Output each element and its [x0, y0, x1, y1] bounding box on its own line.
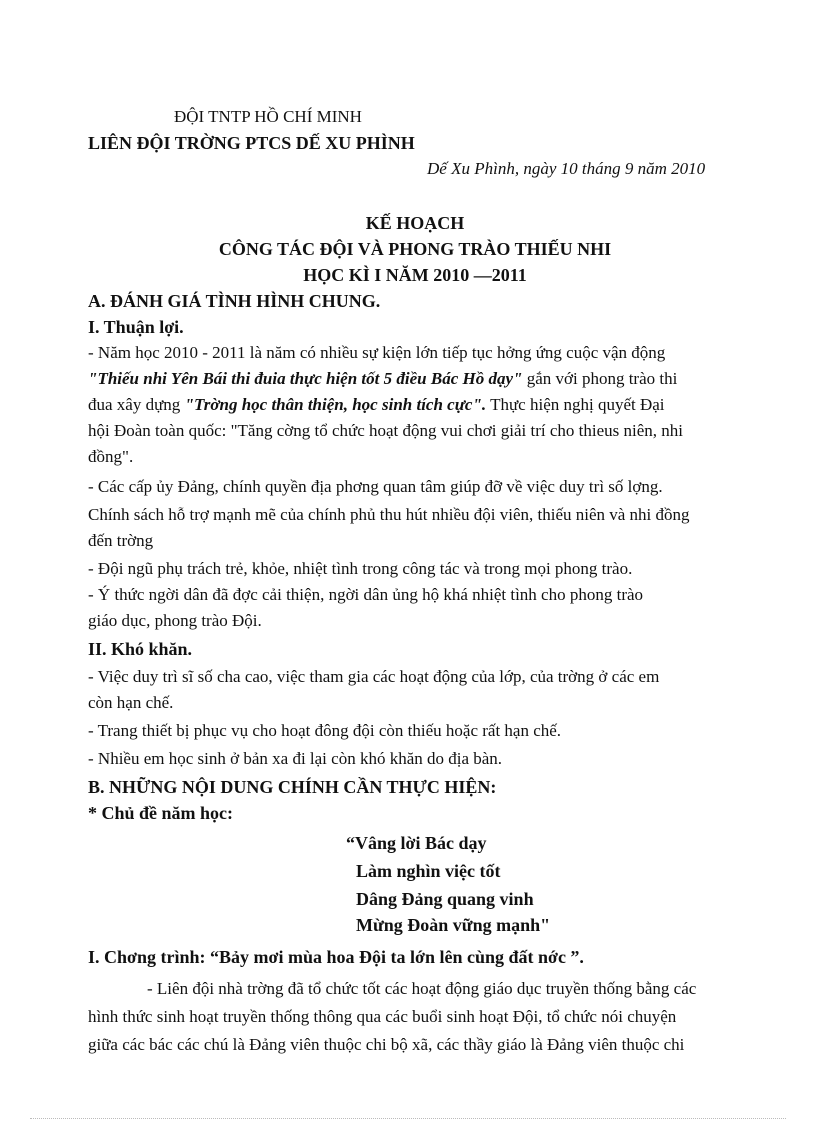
program-heading: I. Chơng trình: “Bảy mơi mùa hoa Đội ta lớn lên cùng đất nớc ”.: [88, 947, 584, 967]
campaign-name: "Thiếu nhi Yên Bái thi đuia thực hiện tốt 5 điều Bác Hồ dạy": [88, 369, 523, 388]
page-bottom-divider: [30, 1118, 786, 1119]
paragraph-line: Chính sách hỗ trợ mạnh mẽ của chính phủ thu hút nhiều đội viên, thiếu niên và nhi đồng: [88, 505, 690, 524]
paragraph-line: đồng".: [88, 447, 134, 466]
theme-line-3: Dâng Đảng quang vinh: [356, 889, 534, 909]
paragraph-line: còn hạn chế.: [88, 693, 174, 712]
paragraph-line: - Nhiều em học sinh ở bản xa đi lại còn khó khăn do địa bàn.: [88, 749, 503, 768]
paragraph-line: - Các cấp ủy Đảng, chính quyền địa phơng quan tâm giúp đỡ về việc duy trì số lợng.: [88, 477, 663, 496]
org-line-2: LIÊN ĐỘI TRỜNG PTCS DẾ XU PHÌNH: [88, 133, 415, 153]
paragraph-text: Thực hiện nghị quyết Đại: [486, 395, 665, 414]
theme-line-1: “Vâng lời Bác dạy: [346, 833, 487, 853]
org-line-1: ĐỘI TNTP HỒ CHÍ MINH: [174, 107, 362, 126]
paragraph-line: - Liên đội nhà trờng đã tổ chức tốt các hoạt động giáo dục truyền thống bằng các: [147, 979, 697, 998]
document-date: Dế Xu Phình, ngày 10 tháng 9 năm 2010: [427, 159, 706, 178]
doc-title-1: KẾ HOẠCH: [365, 213, 465, 233]
movement-name: "Trờng học thân thiện, học sinh tích cực".: [184, 395, 487, 414]
doc-title-3: HỌC KÌ I NĂM 2010 —2011: [303, 265, 527, 285]
paragraph-line: [88, 368, 677, 390]
paragraph-line: giữa các bác các chú là Đảng viên thuộc chi bộ xã, các thầy giáo là Đảng viên thuộc chi: [88, 1035, 685, 1054]
paragraph-line: - Đội ngũ phụ trách trẻ, khỏe, nhiệt tình trong công tác và trong mọi phong trào.: [88, 559, 633, 578]
paragraph-line: [88, 394, 665, 416]
paragraph-text: gắn với phong trào thi: [522, 369, 678, 388]
paragraph-line: - Việc duy trì sĩ số cha cao, việc tham gia các hoạt động của lớp, của trờng ở các em: [88, 667, 660, 686]
section-b-heading: B. NHỮNG NỘI DUNG CHÍNH CẦN THỰC HIỆN:: [88, 777, 497, 797]
theme-label: * Chủ đề năm học:: [88, 803, 234, 823]
doc-title-2: CÔNG TÁC ĐỘI VÀ PHONG TRÀO THIẾU NHI: [218, 239, 612, 259]
paragraph-line: - Trang thiết bị phục vụ cho hoạt đông đội còn thiếu hoặc rất hạn chế.: [88, 721, 562, 740]
theme-line-4: Mừng Đoàn vững mạnh": [356, 915, 551, 935]
paragraph-line: - Năm học 2010 - 2011 là năm có nhiều sự kiện lớn tiếp tục hởng ứng cuộc vận động: [88, 343, 666, 362]
favorable-heading: I. Thuận lợi.: [88, 317, 184, 337]
difficulties-heading: II. Khó khăn.: [88, 639, 193, 659]
section-a-heading: A. ĐÁNH GIÁ TÌNH HÌNH CHUNG.: [88, 291, 381, 311]
paragraph-line: hình thức sinh hoạt truyền thống thông qua các buổi sinh hoạt Đội, tổ chức nói chuyện: [88, 1007, 677, 1026]
paragraph-line: - Ý thức ngời dân đã đợc cải thiện, ngời dân ủng hộ khá nhiệt tình cho phong trào: [88, 585, 644, 604]
paragraph-text: đua xây dựng: [88, 395, 185, 414]
paragraph-line: giáo dục, phong trào Đội.: [88, 611, 262, 630]
paragraph-line: đến trờng: [88, 531, 154, 550]
paragraph-line: hội Đoàn toàn quốc: "Tăng cờng tổ chức hoạt động vui chơi giải trí cho thieus niên, nhi: [88, 421, 684, 440]
theme-line-2: Làm nghìn việc tốt: [356, 861, 501, 881]
